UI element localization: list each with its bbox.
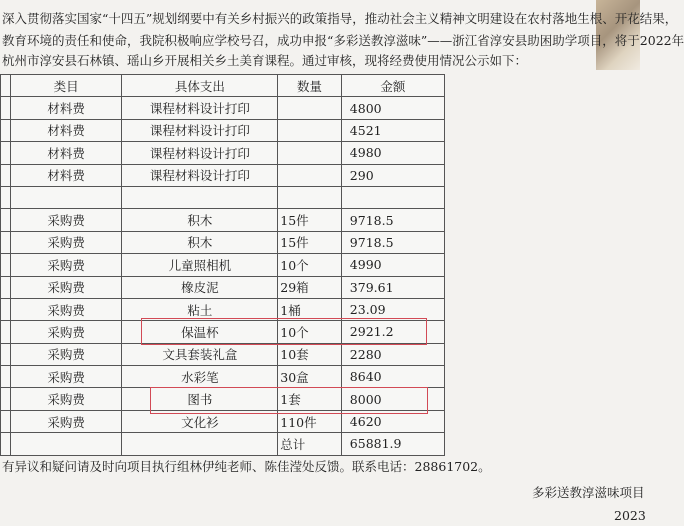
row-index-cell xyxy=(1,209,11,231)
item-cell: 课程材料设计打印 xyxy=(122,97,278,119)
total-row xyxy=(1,433,445,455)
amount-cell: 4980 xyxy=(341,142,444,164)
category-cell: 采购费 xyxy=(10,343,122,365)
row-index-cell xyxy=(1,186,11,208)
header-quantity: 数量 xyxy=(278,75,342,97)
amount-cell: 23.09 xyxy=(341,298,444,320)
quantity-cell: 1套 xyxy=(278,388,342,410)
quantity-cell: 10套 xyxy=(278,343,342,365)
table-row xyxy=(1,276,445,298)
quantity-cell xyxy=(278,164,342,186)
quantity-cell xyxy=(278,142,342,164)
category-cell: 采购费 xyxy=(10,321,122,343)
amount-cell: 290 xyxy=(341,164,444,186)
row-index-cell xyxy=(1,231,11,253)
category-cell: 采购费 xyxy=(10,231,122,253)
amount-cell: 2280 xyxy=(341,343,444,365)
header-item: 具体支出 xyxy=(122,75,278,97)
table-cell xyxy=(10,433,122,455)
row-index-cell xyxy=(1,366,11,388)
quantity-cell: 1桶 xyxy=(278,298,342,320)
item-cell: 积木 xyxy=(122,231,278,253)
category-cell xyxy=(10,186,122,208)
row-index-cell xyxy=(1,164,11,186)
total-amount: 65881.9 xyxy=(341,433,444,455)
quantity-cell: 15件 xyxy=(278,209,342,231)
item-cell: 粘土 xyxy=(122,298,278,320)
item-cell: 水彩笔 xyxy=(122,366,278,388)
row-index-cell xyxy=(1,142,11,164)
category-cell: 材料费 xyxy=(10,142,122,164)
quantity-cell xyxy=(278,186,342,208)
amount-cell: 8000 xyxy=(341,388,444,410)
quantity-cell: 110件 xyxy=(278,410,342,432)
item-cell xyxy=(122,186,278,208)
amount-cell xyxy=(341,186,444,208)
category-cell: 采购费 xyxy=(10,410,122,432)
table-row xyxy=(1,119,445,141)
table-row xyxy=(1,231,445,253)
row-index-cell xyxy=(1,254,11,276)
item-cell: 文化衫 xyxy=(122,410,278,432)
row-index-cell xyxy=(1,343,11,365)
category-cell: 材料费 xyxy=(10,164,122,186)
footer-contact-note: 有异议和疑问请及时向项目执行组林伊纯老师、陈佳滢处反馈。联系电话：28861702。 xyxy=(2,459,491,474)
item-cell: 文具套装礼盒 xyxy=(122,343,278,365)
quantity-cell xyxy=(278,97,342,119)
row-index-cell xyxy=(1,97,11,119)
table-row xyxy=(1,164,445,186)
table-row xyxy=(1,209,445,231)
amount-cell: 9718.5 xyxy=(341,231,444,253)
item-cell: 儿童照相机 xyxy=(122,254,278,276)
amount-cell: 2921.2 xyxy=(341,321,444,343)
row-index-cell xyxy=(1,298,11,320)
category-cell: 材料费 xyxy=(10,119,122,141)
amount-cell: 4521 xyxy=(341,119,444,141)
amount-cell: 379.61 xyxy=(341,276,444,298)
category-cell: 采购费 xyxy=(10,254,122,276)
row-index-cell xyxy=(1,321,11,343)
item-cell: 积木 xyxy=(122,209,278,231)
item-cell: 课程材料设计打印 xyxy=(122,142,278,164)
table-row xyxy=(1,186,445,208)
footer-date: 2023 xyxy=(614,508,646,523)
item-cell: 课程材料设计打印 xyxy=(122,164,278,186)
intro-line-2: 教育环境的责任和使命，我院积极响应学校号召，成功申报“多彩送教淳滋味”——浙江省淳安县助困助学项目，将于2022年 xyxy=(2,33,684,48)
row-index-cell xyxy=(1,410,11,432)
category-cell: 材料费 xyxy=(10,97,122,119)
total-label: 总计 xyxy=(278,433,342,455)
intro-line-1: 深入贯彻落实国家“十四五”规划纲要中有关乡村振兴的政策指导，推动社会主义精神文明建设在农村落地生根、开花结果， xyxy=(2,11,678,26)
header-amount: 金额 xyxy=(341,75,444,97)
table-row xyxy=(1,254,445,276)
table-cell xyxy=(1,433,11,455)
header-index-cell xyxy=(1,75,11,97)
amount-cell: 9718.5 xyxy=(341,209,444,231)
item-cell: 课程材料设计打印 xyxy=(122,119,278,141)
row-index-cell xyxy=(1,119,11,141)
category-cell: 采购费 xyxy=(10,366,122,388)
category-cell: 采购费 xyxy=(10,298,122,320)
amount-cell: 4990 xyxy=(341,254,444,276)
row-index-cell xyxy=(1,276,11,298)
category-cell: 采购费 xyxy=(10,209,122,231)
table-row xyxy=(1,366,445,388)
quantity-cell: 10个 xyxy=(278,321,342,343)
quantity-cell: 10个 xyxy=(278,254,342,276)
row-index-cell xyxy=(1,388,11,410)
quantity-cell: 15件 xyxy=(278,231,342,253)
amount-cell: 8640 xyxy=(341,366,444,388)
highlight-box-books xyxy=(150,387,428,414)
category-cell: 采购费 xyxy=(10,276,122,298)
table-row xyxy=(1,142,445,164)
header-category: 类目 xyxy=(10,75,122,97)
quantity-cell xyxy=(278,119,342,141)
item-cell: 保温杯 xyxy=(122,321,278,343)
table-header-row xyxy=(1,75,445,97)
footer-signature: 多彩送教淳滋味项目 xyxy=(532,485,645,500)
amount-cell: 4800 xyxy=(341,97,444,119)
table-cell xyxy=(122,433,278,455)
category-cell: 采购费 xyxy=(10,388,122,410)
quantity-cell: 29箱 xyxy=(278,276,342,298)
item-cell: 图书 xyxy=(122,388,278,410)
table-row xyxy=(1,343,445,365)
item-cell: 橡皮泥 xyxy=(122,276,278,298)
highlight-box-thermos xyxy=(141,318,427,345)
quantity-cell: 30盒 xyxy=(278,366,342,388)
table-row xyxy=(1,97,445,119)
amount-cell: 4620 xyxy=(341,410,444,432)
intro-line-3: 杭州市淳安县石林镇、瑶山乡开展相关乡土美育课程。通过审核，现将经费使用情况公示如下： xyxy=(2,53,528,68)
